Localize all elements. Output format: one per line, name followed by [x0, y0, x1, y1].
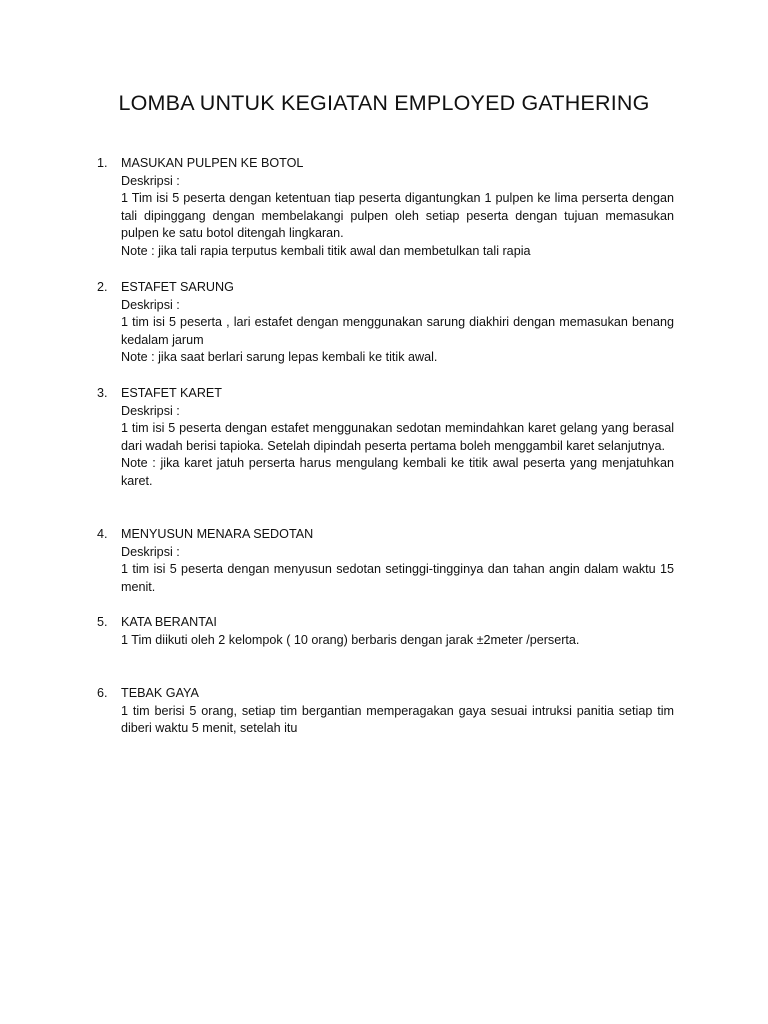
item-number: 6. [97, 686, 108, 700]
item-description: 1 tim isi 5 peserta dengan menyusun sedotan setinggi-tingginya dan tahan angin dalam waktu 15 menit. [121, 562, 674, 594]
description-label: Deskripsi : [121, 297, 180, 312]
item-heading: TEBAK GAYA [121, 686, 199, 700]
item-body [121, 526, 674, 596]
description-label: Deskripsi : [121, 403, 180, 418]
item-description: 1 tim berisi 5 orang, setiap tim bergantian memperagakan gaya sesuai intruksi panitia setiap tim diberi waktu 5 menit, setelah itu [121, 703, 674, 736]
item-note: Note : jika karet jatuh perserta harus mengulang kembali ke titik awal peserta yang menjatuhkan karet. [121, 456, 674, 488]
item-number: 2. [97, 280, 108, 294]
item-heading: ESTAFET SARUNG [121, 280, 234, 294]
item-heading: MASUKAN PULPEN KE BOTOL [121, 156, 304, 170]
description-label: Deskripsi : [121, 544, 180, 559]
item-body [121, 279, 674, 367]
item-body [121, 155, 674, 261]
item-heading: ESTAFET KARET [121, 386, 223, 400]
item-note: Note : jika tali rapia terputus kembali titik awal dan membetulkan tali rapia [121, 243, 531, 258]
item-number: 4. [97, 527, 108, 541]
item-body [121, 385, 674, 491]
item-description: 1 tim isi 5 peserta , lari estafet dengan menggunakan sarung diakhiri dengan memasukan benang kedalam jarum [121, 315, 674, 347]
item-note: Note : jika saat berlari sarung lepas kembali ke titik awal. [121, 350, 438, 365]
item-number: 3. [97, 386, 108, 400]
description-label: Deskripsi : [121, 173, 180, 188]
document-title: LOMBA UNTUK KEGIATAN EMPLOYED GATHERING [118, 91, 650, 115]
item-number: 5. [97, 615, 108, 629]
item-body [121, 685, 674, 738]
item-number: 1. [97, 156, 108, 170]
item-body [121, 614, 674, 649]
item-description: 1 Tim diikuti oleh 2 kelompok ( 10 orang) berbaris dengan jarak ±2meter /perserta. [121, 632, 580, 647]
item-heading: MENYUSUN MENARA SEDOTAN [121, 527, 314, 541]
item-description: 1 tim isi 5 peserta dengan estafet menggunakan sedotan memindahkan karet gelang yang berasal dari wadah berisi tapioka. Setelah dipindah peserta pertama boleh menggambil karet selanjutnya. [121, 421, 674, 453]
item-heading: KATA BERANTAI [121, 615, 217, 629]
item-description: 1 Tim isi 5 peserta dengan ketentuan tiap peserta digantungkan 1 pulpen ke lima perserta dengan tali dipinggang dengan membelakangi pulpen oleh setiap peserta dengan tujuan memasukan pulpen ke satu botol ditengah lingkaran. [121, 191, 674, 241]
